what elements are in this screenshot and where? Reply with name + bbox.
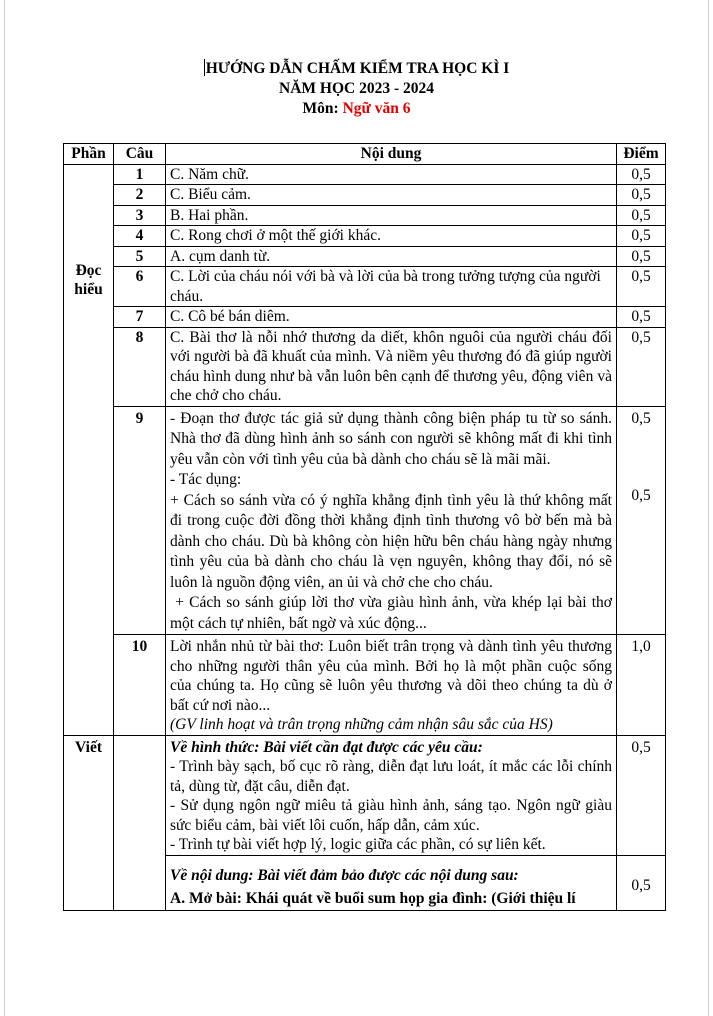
q9-paragraph: - Tác dụng: [170,471,242,488]
answer-content [166,406,617,635]
writing-form-item: - Trình tự bài viết hợp lý, logic giữa các phần, có sự liên kết. [170,836,546,853]
table-header-row [64,144,666,165]
question-number: 8 [114,327,166,406]
q10-note: (GV linh hoạt và trân trọng những cảm nhận sâu sắc của HS) [170,716,553,733]
question-number: 7 [114,307,166,328]
q10-paragraph: Lời nhắn nhủ từ bài thơ: Luôn biết trân trọng và dành tình yêu thương cho những người thân yêu của mình. Bởi họ là một phần cuộc sống của chúng ta. Họ cũng sẽ luôn yêu thương và dõi theo chúng ta dù ở bất cứ nơi nào... [170,638,612,714]
section-reading-label: Đọc hiểu [74,261,103,298]
col-header-content: Nội dung [166,144,617,165]
score-cell: 0,5 [617,164,666,185]
answer-content [166,635,617,736]
answer-content: C. Lời của cháu nói với bà và lời của bà trong tưởng tượng của người cháu. [166,267,617,307]
score-cell: 0,5 [617,185,666,206]
question-number: 1 [114,164,166,185]
col-header-question: Câu [114,144,166,165]
title-text: HƯỚNG DẪN CHẤM KIỂM TRA HỌC KÌ I [205,60,510,77]
question-number: 10 [114,635,166,736]
question-number: 5 [114,246,166,267]
score-value: 0,5 [631,487,651,504]
question-number: 3 [114,205,166,226]
question-number [114,735,166,910]
question-number: 9 [114,406,166,635]
writing-form-item: - Sử dụng ngôn ngữ miêu tả giàu hình ảnh, sáng tạo. Ngôn ngữ giàu sức biểu cảm, bài viết lôi cuốn, hấp dẫn, cảm xúc. [170,797,612,834]
answer-content [166,735,617,855]
table-row [64,226,666,247]
section-reading [64,164,114,735]
writing-form-item: - Trình bày sạch, bố cục rõ ràng, diễn đạt lưu loát, ít mắc các lỗi chính tả, dùng từ, đặt câu, diễn đạt. [170,758,612,795]
subject-value: Ngữ văn 6 [342,100,411,117]
page-edge-left [4,0,5,1016]
table-row [64,185,666,206]
page-edge-right [708,0,709,1016]
school-year: NĂM HỌC 2023 - 2024 [279,80,434,97]
answer-content: C. Cô bé bán diêm. [166,307,617,328]
score-cell: 0,5 [617,205,666,226]
col-header-score: Điểm [617,144,666,165]
table-row [64,205,666,226]
question-number: 4 [114,226,166,247]
text-cursor [204,59,205,76]
writing-content-item: A. Mở bài: Khái quát về buổi sum họp gia đình: (Giới thiệu lí [170,889,576,907]
score-cell: 0,5 [617,267,666,307]
score-cell: 0,5 [617,735,666,855]
answer-content: C. Năm chữ. [166,164,617,185]
answer-content [166,855,617,910]
table-row [64,164,666,185]
subject-line [0,99,713,119]
q9-paragraph: + Cách so sánh giúp lời thơ vừa giàu hình ảnh, vừa khép lại bài thơ một cách tự nhiên, bất ngờ và xúc động... [170,594,616,632]
score-cell: 0,5 [617,226,666,247]
q9-paragraph: + Cách so sánh vừa có ý nghĩa khẳng định tình yêu là thứ không mất đi trong cuộc đời đồng thời khẳng định tình thương vô bờ bến mà bà dành cho cháu. Dù bà không còn hiện hữu bên cháu hàng ngày nhưng tình yêu của bà dành cho cháu là vẹn nguyên, không thay đổi, nó sẽ luôn là nguồn động viên, an ủi và chở che cho cháu. [170,491,612,591]
score-cell: 0,5 [617,327,666,406]
answer-content: C. Biểu cảm. [166,185,617,206]
answer-content: C. Bài thơ là nỗi nhớ thương da diết, khôn nguôi của người cháu đối với người bà đã khuất của mình. Và niềm yêu thương đó đã giúp người cháu hình dung như bà vẫn luôn bên cạnh để thương yêu, động viên và che chở cho cháu. [166,327,617,406]
score-cell: 0,5 [617,855,666,910]
score-cell: 1,0 [617,635,666,736]
table-row [64,735,666,855]
question-number: 6 [114,267,166,307]
table-row [64,267,666,307]
table-row [64,307,666,328]
q9-paragraph: - Đoạn thơ được tác giả sử dụng thành công biện pháp tu từ so sánh. Nhà thơ đã dùng hình ảnh so sánh con người sẽ không mất đi khi tình yêu vẫn còn với tình yêu của bà dành cho cháu sẽ là mãi mãi. [170,409,612,468]
question-number: 2 [114,185,166,206]
grading-table [63,143,666,911]
score-cell [617,406,666,635]
score-value: 0,5 [631,409,651,427]
table-row [64,246,666,267]
col-header-part: Phần [64,144,114,165]
section-writing: Viết [64,735,114,910]
table-row [64,635,666,736]
answer-content: C. Rong chơi ở một thế giới khác. [166,226,617,247]
score-cell: 0,5 [617,307,666,328]
score-cell: 0,5 [617,246,666,267]
table-row [64,406,666,635]
answer-content: B. Hai phần. [166,205,617,226]
writing-form-heading: Về hình thức: Bài viết cần đạt được các yêu cầu: [170,738,483,756]
table-row [64,327,666,406]
document-title [0,59,713,79]
answer-content: A. cụm danh từ. [166,246,617,267]
writing-content-heading: Về nội dung: Bài viết đảm bảo được các nội dung sau: [170,866,519,884]
subject-label: Môn: [302,100,339,117]
